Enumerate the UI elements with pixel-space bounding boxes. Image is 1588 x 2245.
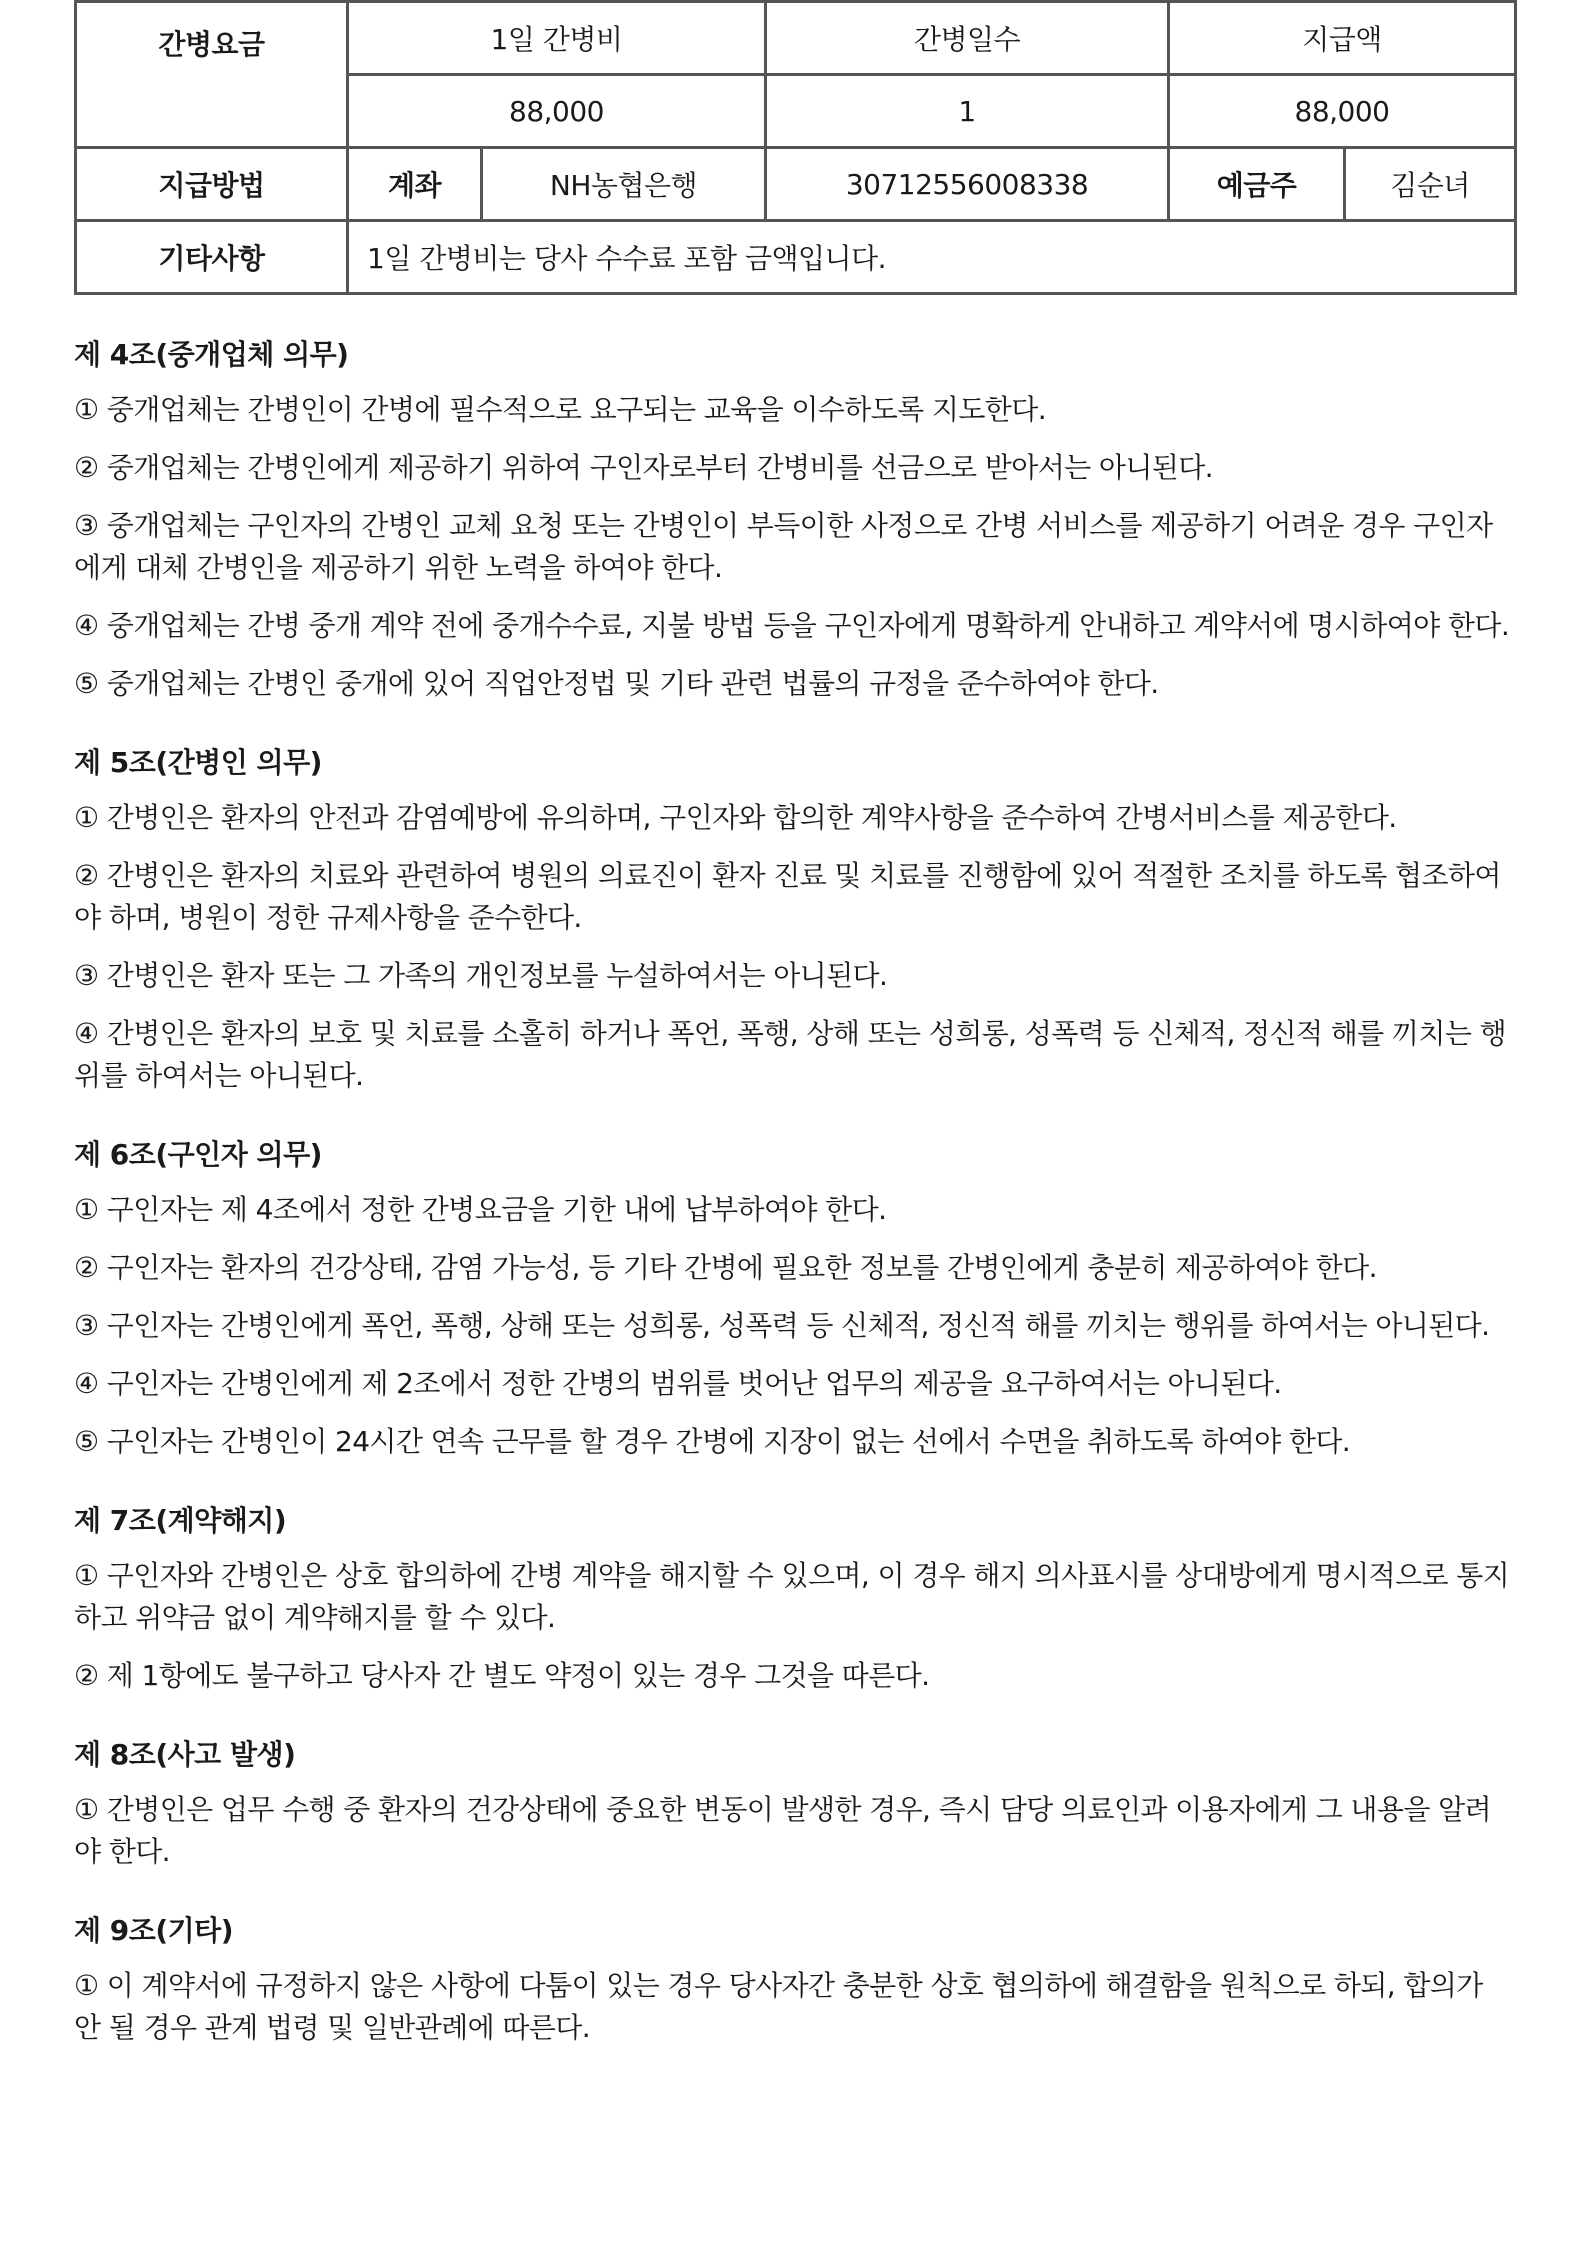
other-label: 기타사항	[76, 221, 348, 294]
article-clause: ④ 구인자는 간병인에게 제 2조에서 정한 간병의 범위를 벗어난 업무의 제공을 요구하여서는 아니된다.	[74, 1367, 1282, 1400]
article-clause: ① 간병인은 업무 수행 중 환자의 건강상태에 중요한 변동이 발생한 경우, 즉시 담당 의료인과 이용자에게 그 내용을 알려야 한다.	[74, 1793, 1491, 1868]
days-label: 간병일수	[766, 2, 1169, 75]
account-number: 30712556008338	[766, 148, 1169, 221]
article-clause: ④ 간병인은 환자의 보호 및 치료를 소홀히 하거나 폭언, 폭행, 상해 또는 성희롱, 성폭력 등 신체적, 정신적 해를 끼치는 행위를 하여서는 아니된다.	[74, 1017, 1507, 1092]
article-clause: ② 구인자는 환자의 건강상태, 감염 가능성, 등 기타 간병에 필요한 정보를 간병인에게 충분히 제공하여야 한다.	[74, 1251, 1377, 1284]
article-clause: ② 제 1항에도 불구하고 당사자 간 별도 약정이 있는 경우 그것을 따른다.	[74, 1659, 930, 1692]
article-title: 제 5조(간병인 의무)	[74, 746, 322, 779]
article-clause: ① 중개업체는 간병인이 간병에 필수적으로 요구되는 교육을 이수하도록 지도한다.	[74, 393, 1046, 426]
articles	[74, 335, 1514, 2049]
account-label: 계좌	[348, 148, 482, 221]
article-clause: ① 간병인은 환자의 안전과 감염예방에 유의하며, 구인자와 합의한 계약사항을 준수하여 간병서비스를 제공한다.	[74, 801, 1397, 834]
amount-value: 88,000	[1169, 75, 1516, 148]
article-section	[74, 1501, 1514, 1697]
other-text: 1일 간병비는 당사 수수료 포함 금액입니다.	[348, 221, 1516, 294]
bank-name: NH농협은행	[482, 148, 766, 221]
fee-label: 간병요금	[76, 2, 348, 148]
article-clause: ② 중개업체는 간병인에게 제공하기 위하여 구인자로부터 간병비를 선금으로 받아서는 아니된다.	[74, 451, 1213, 484]
article-title: 제 4조(중개업체 의무)	[74, 338, 349, 371]
article-clause: ③ 간병인은 환자 또는 그 가족의 개인정보를 누설하여서는 아니된다.	[74, 959, 888, 992]
payment-table	[74, 0, 1517, 295]
article-clause: ③ 중개업체는 구인자의 간병인 교체 요청 또는 간병인이 부득이한 사정으로 간병 서비스를 제공하기 어려운 경우 구인자에게 대체 간병인을 제공하기 위한 노력을 하여야 한다.	[74, 509, 1493, 584]
amount-label: 지급액	[1169, 2, 1516, 75]
article-title: 제 7조(계약해지)	[74, 1504, 287, 1537]
article-clause: ① 이 계약서에 규정하지 않은 사항에 다툼이 있는 경우 당사자간 충분한 상호 협의하에 해결함을 원칙으로 하되, 합의가 안 될 경우 관계 법령 및 일반관례에 따른다.	[74, 1969, 1483, 2044]
holder-label: 예금주	[1169, 148, 1345, 221]
article-clause: ② 간병인은 환자의 치료와 관련하여 병원의 의료진이 환자 진료 및 치료를 진행함에 있어 적절한 조치를 하도록 협조하여야 하며, 병원이 정한 규제사항을 준수한다.	[74, 859, 1501, 934]
method-label: 지급방법	[76, 148, 348, 221]
days-value: 1	[766, 75, 1169, 148]
article-section	[74, 1911, 1514, 2049]
article-title: 제 8조(사고 발생)	[74, 1738, 296, 1771]
daily-fee-value: 88,000	[348, 75, 766, 148]
article-section	[74, 1735, 1514, 1873]
contract-page	[74, 0, 1514, 2065]
article-clause: ① 구인자는 제 4조에서 정한 간병요금을 기한 내에 납부하여야 한다.	[74, 1193, 887, 1226]
article-section	[74, 1135, 1514, 1463]
article-clause: ⑤ 구인자는 간병인이 24시간 연속 근무를 할 경우 간병에 지장이 없는 선에서 수면을 취하도록 하여야 한다.	[74, 1425, 1351, 1458]
article-clause: ⑤ 중개업체는 간병인 중개에 있어 직업안정법 및 기타 관련 법률의 규정을 준수하여야 한다.	[74, 667, 1159, 700]
holder-name: 김순녀	[1345, 148, 1516, 221]
article-clause: ③ 구인자는 간병인에게 폭언, 폭행, 상해 또는 성희롱, 성폭력 등 신체적, 정신적 해를 끼치는 행위를 하여서는 아니된다.	[74, 1309, 1490, 1342]
article-title: 제 9조(기타)	[74, 1914, 234, 1947]
article-clause: ④ 중개업체는 간병 중개 계약 전에 중개수수료, 지불 방법 등을 구인자에게 명확하게 안내하고 계약서에 명시하여야 한다.	[74, 609, 1510, 642]
article-section	[74, 335, 1514, 705]
article-clause: ① 구인자와 간병인은 상호 합의하에 간병 계약을 해지할 수 있으며, 이 경우 해지 의사표시를 상대방에게 명시적으로 통지하고 위약금 없이 계약해지를 할 수 있다.	[74, 1559, 1510, 1634]
daily-fee-label: 1일 간병비	[348, 2, 766, 75]
article-section	[74, 743, 1514, 1097]
article-title: 제 6조(구인자 의무)	[74, 1138, 322, 1171]
